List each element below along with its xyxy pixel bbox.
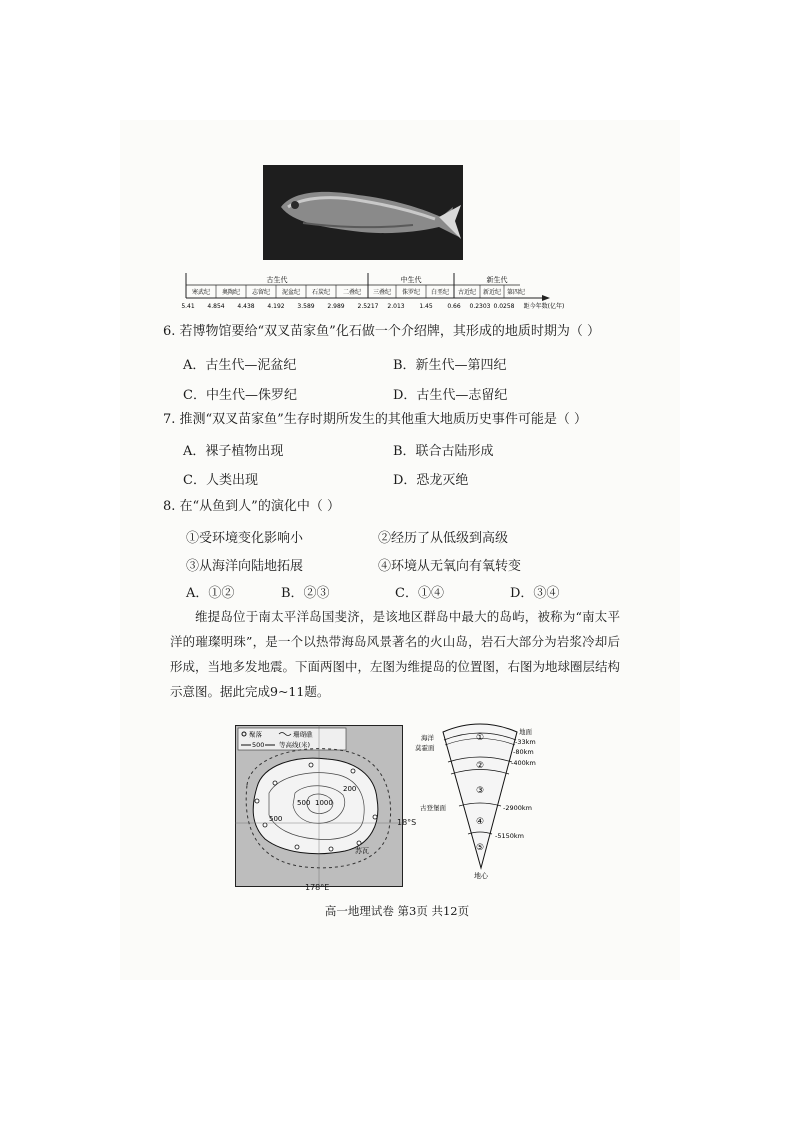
- age-tick: 5.41: [181, 303, 195, 310]
- period-triassic: 三叠纪: [372, 289, 392, 296]
- island-location-map: [235, 725, 417, 892]
- age-tick: 2.989: [327, 303, 345, 310]
- q6-option-b[interactable]: B．新生代—第四纪: [393, 358, 507, 373]
- layer-4: ④: [475, 817, 485, 827]
- q8-option-b[interactable]: B．②③: [281, 586, 330, 601]
- q7-option-c[interactable]: C．人类出现: [183, 473, 258, 488]
- era-mesozoic: 中生代: [400, 276, 422, 284]
- layer-3: ③: [475, 786, 485, 796]
- age-tick: 4.192: [267, 303, 285, 310]
- earth-cone: [415, 718, 565, 883]
- q8-option-d[interactable]: D．③④: [510, 586, 560, 601]
- age-tick: 2.5217: [357, 303, 379, 310]
- contour-label: 500: [269, 815, 283, 823]
- ocean-label: 海洋: [421, 734, 434, 742]
- age-tick: 0.2303: [469, 303, 491, 310]
- core-center-label: 地心: [474, 872, 488, 880]
- layer-1: ①: [475, 733, 485, 743]
- period-cretaceous: 白垩纪: [430, 289, 450, 296]
- axis-label: 距今年数(亿年): [523, 303, 565, 310]
- passage: [170, 604, 620, 704]
- page-footer: 高一地理试卷 第3页 共12页: [324, 904, 470, 918]
- moho-label: 莫霍面: [415, 744, 435, 752]
- q6-stem: 6. 若博物馆要给“双叉苗家鱼”化石做一个介绍牌，其形成的地质时期为（ ）: [163, 324, 600, 339]
- legend-contour: 等高线(米): [279, 741, 311, 749]
- period-silurian: 志留纪: [251, 289, 271, 296]
- period-jurassic: 侏罗纪: [401, 289, 421, 296]
- age-tick: 3.589: [297, 303, 315, 310]
- depth-label: -80km: [513, 748, 534, 756]
- q6-option-d[interactable]: D．古生代—志留纪: [393, 388, 508, 403]
- period-neogene: 新近纪: [482, 289, 502, 296]
- layer-5: ⑤: [475, 843, 485, 853]
- depth-label: -5150km: [495, 832, 524, 840]
- q7-option-b[interactable]: B．联合古陆形成: [393, 444, 494, 459]
- q8-stem: 8. 在“从鱼到人”的演化中（ ）: [163, 499, 340, 514]
- q8-statement-3: ③从海洋向陆地拓展: [186, 559, 304, 574]
- legend-contour-value: 500: [252, 741, 265, 749]
- depth-label: -33km: [515, 738, 536, 746]
- period-cambrian: 寒武纪: [191, 289, 211, 296]
- q6-option-a[interactable]: A．古生代—泥盆纪: [183, 358, 297, 373]
- q7-stem: 7. 推测“双叉苗家鱼”生存时期所发生的其他重大地质历史事件可能是（ ）: [163, 412, 587, 427]
- town-label: 苏瓦: [355, 847, 369, 855]
- geologic-timeline: [180, 268, 570, 312]
- q7-option-a[interactable]: A．裸子植物出现: [183, 444, 284, 459]
- contour-label: 500: [297, 799, 311, 807]
- island-map: [235, 725, 403, 887]
- gutenberg-label: 古登堡面: [420, 804, 446, 812]
- period-paleogene: 古近纪: [457, 289, 477, 296]
- fish-fossil-image: [263, 165, 463, 260]
- q8-statement-1: ①受环境变化影响小: [186, 531, 304, 546]
- age-tick: 0.0258: [493, 303, 515, 310]
- q7-option-d[interactable]: D．恐龙灭绝: [393, 473, 469, 488]
- age-tick: 4.854: [207, 303, 225, 310]
- contour-label: 200: [343, 785, 357, 793]
- era-paleozoic: 古生代: [266, 276, 288, 284]
- timeline-chart: [180, 268, 570, 312]
- fossil-photo: [263, 165, 463, 260]
- period-ordovician: 奥陶纪: [221, 289, 241, 296]
- passage-text: 维提岛位于南太平洋岛国斐济，是该地区群岛中最大的岛屿，被称为“南太平洋的璀璨明珠”，是一个以热带海岛风景著名的火山岛，岩石大部分为岩浆冷却后形成，当地多发地震。下面两图中，左图为维提岛的位置图，右图为地球圈层结构示意图。据此完成9~11题。: [170, 609, 621, 699]
- contour-label: 1000: [315, 799, 333, 807]
- q8-option-c[interactable]: C．①④: [395, 586, 444, 601]
- period-quaternary: 第四纪: [506, 289, 526, 296]
- surface-label: 地面: [519, 728, 532, 736]
- age-tick: 1.45: [419, 303, 433, 310]
- q6-option-c[interactable]: C．中生代—侏罗纪: [183, 388, 297, 403]
- age-tick: 2.013: [387, 303, 405, 310]
- q8-statement-2: ②经历了从低级到高级: [378, 531, 509, 546]
- depth-label: -2900km: [503, 804, 532, 812]
- era-cenozoic: 新生代: [486, 276, 508, 284]
- depth-label: -400km: [511, 759, 536, 767]
- layer-2: ②: [475, 761, 485, 771]
- latitude-label: 18°S: [397, 818, 417, 827]
- period-permian: 二叠纪: [342, 289, 362, 296]
- q8-option-a[interactable]: A．①②: [186, 586, 235, 601]
- period-carboniferous: 石炭纪: [311, 289, 331, 296]
- period-devonian: 泥盆纪: [281, 289, 301, 296]
- age-tick: 0.66: [447, 303, 461, 310]
- age-tick: 4.438: [237, 303, 255, 310]
- legend-settlement: 聚落: [249, 730, 262, 739]
- longitude-label: 178°E: [305, 883, 330, 892]
- q8-statement-4: ④环境从无氧向有氧转变: [378, 559, 522, 574]
- legend-reef: 珊瑚礁: [293, 730, 313, 739]
- earth-layers-diagram: [415, 718, 565, 883]
